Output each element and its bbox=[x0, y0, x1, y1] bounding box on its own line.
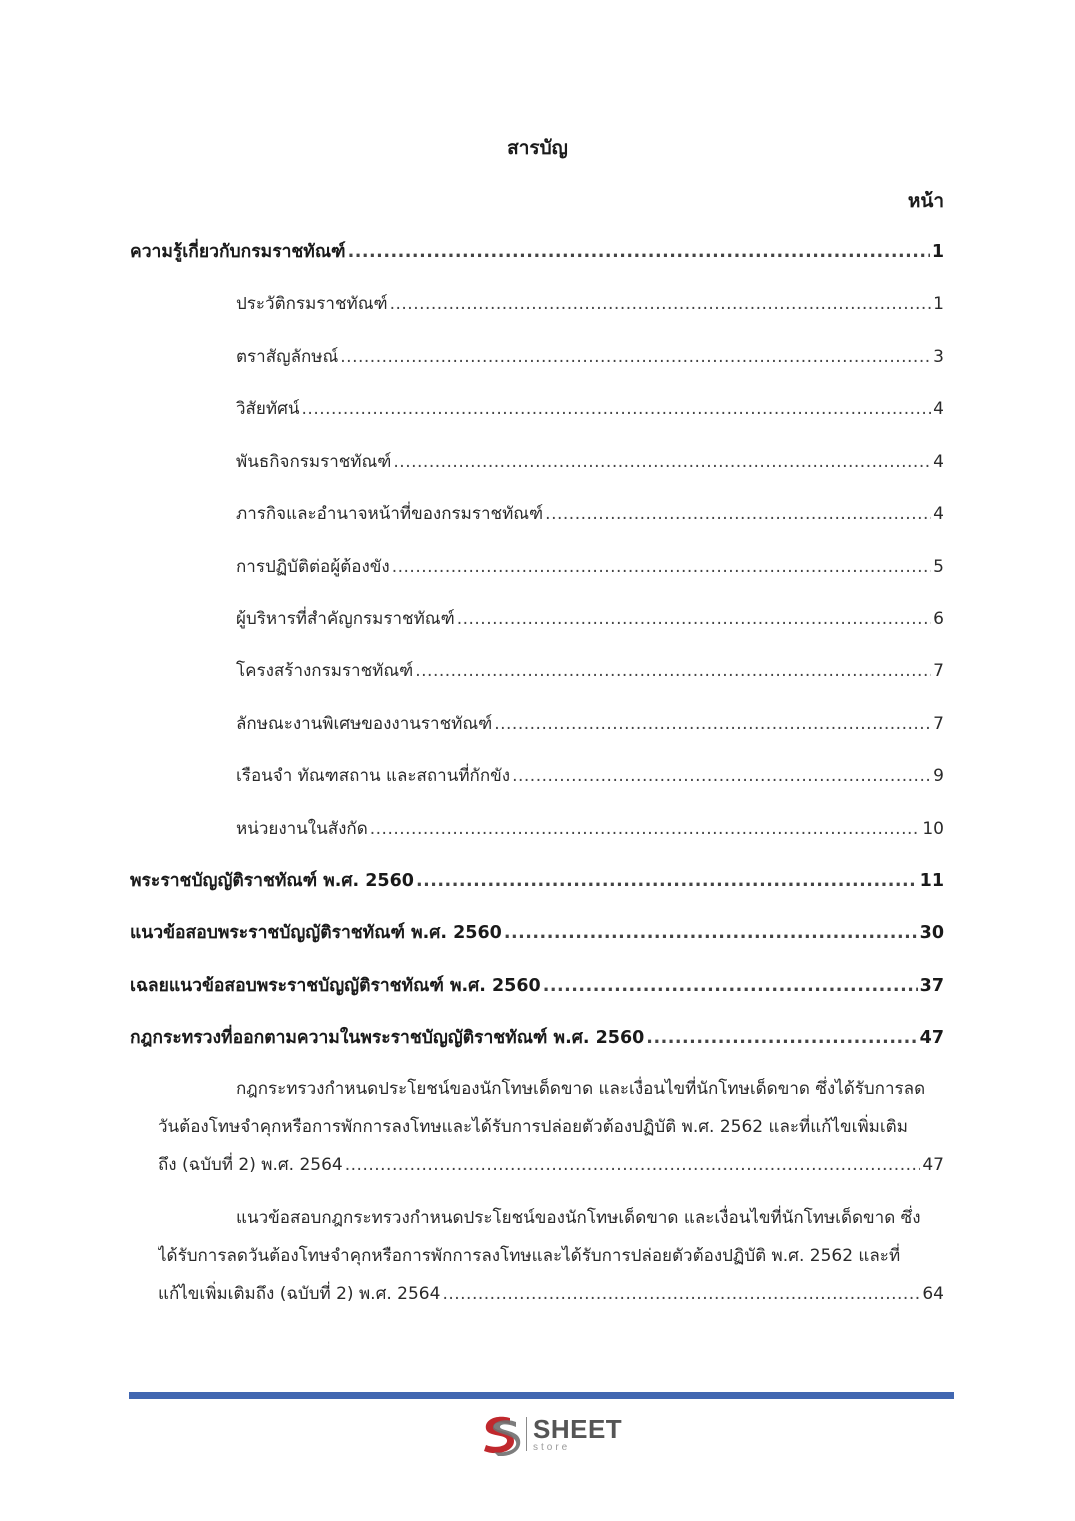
toc-entry-label: ถึง (ฉบับที่ 2) พ.ศ. 2564 bbox=[158, 1155, 343, 1175]
toc-page-number: 11 bbox=[919, 871, 944, 891]
toc-entry-line: แนวข้อสอบกฎกระทรวงกำหนดประโยชน์ของนักโทษเด็ดขาด และเงื่อนไขที่นักโทษเด็ดขาด ซึ่ง bbox=[236, 1208, 921, 1228]
toc-entry[interactable] bbox=[130, 867, 944, 895]
toc-entry[interactable] bbox=[236, 815, 944, 843]
footer-rule bbox=[129, 1392, 954, 1399]
toc-page-number: 9 bbox=[933, 766, 944, 786]
toc-entry-label: ประวัติกรมราชทัณฑ์ bbox=[236, 294, 388, 314]
toc-page-number: 4 bbox=[933, 504, 944, 524]
dot-leader bbox=[494, 710, 931, 738]
dot-leader bbox=[345, 1146, 921, 1184]
logo-divider bbox=[526, 1417, 527, 1451]
toc-entry-line bbox=[158, 1146, 944, 1184]
toc-entry[interactable] bbox=[236, 448, 944, 476]
toc-entry-label: เฉลยแนวข้อสอบพระราชบัญญัติราชทัณฑ์ พ.ศ. 2560 bbox=[130, 976, 541, 996]
toc-page-number: 47 bbox=[919, 1028, 944, 1048]
toc-entry[interactable] bbox=[130, 972, 944, 1000]
logo-wordmark bbox=[533, 1413, 623, 1453]
dot-leader bbox=[442, 1275, 920, 1313]
toc-entry-label: พันธกิจกรมราชทัณฑ์ bbox=[236, 452, 392, 472]
dot-leader bbox=[302, 395, 932, 423]
toc-entry-label: เรือนจำ ทัณฑสถาน และสถานที่กักขัง bbox=[236, 766, 511, 786]
toc-entry-label: วิสัยทัศน์ bbox=[236, 399, 300, 419]
dot-leader bbox=[370, 815, 921, 843]
toc-entry-label: ลักษณะงานพิเศษของงานราชทัณฑ์ bbox=[236, 714, 493, 734]
toc-entry-line: กฎกระทรวงกำหนดประโยชน์ของนักโทษเด็ดขาด และเงื่อนไขที่นักโทษเด็ดขาด ซึ่งได้รับการลด bbox=[236, 1079, 926, 1099]
toc-page-number: 1 bbox=[931, 242, 944, 262]
dot-leader bbox=[512, 762, 931, 790]
toc-entry[interactable] bbox=[236, 762, 944, 790]
dot-leader bbox=[390, 290, 932, 318]
toc-entry[interactable] bbox=[236, 553, 944, 581]
toc-entry-label: พระราชบัญญัติราชทัณฑ์ พ.ศ. 2560 bbox=[130, 871, 414, 891]
toc-entry[interactable] bbox=[236, 710, 944, 738]
toc-entry-label: ผู้บริหารที่สำคัญกรมราชทัณฑ์ bbox=[236, 609, 455, 629]
toc-entry-label: การปฏิบัติต่อผู้ต้องขัง bbox=[236, 557, 390, 577]
logo-word: SHEET bbox=[533, 1413, 623, 1444]
dot-leader bbox=[415, 657, 931, 685]
toc-page-number: 30 bbox=[919, 923, 944, 943]
toc-entry-label: โครงสร้างกรมราชทัณฑ์ bbox=[236, 661, 414, 681]
toc-entry-label: หน่วยงานในสังกัด bbox=[236, 819, 368, 839]
toc-entry-label: แก้ไขเพิ่มเติมถึง (ฉบับที่ 2) พ.ศ. 2564 bbox=[158, 1284, 441, 1304]
toc-entry-multiline[interactable] bbox=[158, 1199, 944, 1313]
dot-leader bbox=[457, 605, 931, 633]
toc-entry[interactable] bbox=[236, 605, 944, 633]
toc-entry-line: วันต้องโทษจำคุกหรือการพักการลงโทษและได้รับการปล่อยตัวต้องปฏิบัติ พ.ศ. 2562 และที่แก้ไขเพิ่มเติม bbox=[158, 1117, 908, 1137]
toc-page-number: 1 bbox=[933, 294, 944, 314]
toc-entry-label: กฎกระทรวงที่ออกตามความในพระราชบัญญัติราชทัณฑ์ พ.ศ. 2560 bbox=[130, 1028, 645, 1048]
toc-page-number: 64 bbox=[922, 1284, 944, 1304]
toc-entry-label: ความรู้เกี่ยวกับกรมราชทัณฑ์ bbox=[130, 242, 346, 262]
dot-leader bbox=[393, 448, 931, 476]
toc-page-number: 7 bbox=[933, 661, 944, 681]
toc-entry[interactable] bbox=[236, 290, 944, 318]
toc-entry[interactable] bbox=[130, 919, 944, 947]
dot-leader bbox=[543, 972, 918, 1000]
toc-entry-multiline[interactable] bbox=[158, 1070, 944, 1184]
dot-leader bbox=[416, 867, 918, 895]
toc-entry[interactable] bbox=[236, 343, 944, 371]
logo-sub: store bbox=[533, 1441, 571, 1453]
dot-leader bbox=[646, 1024, 917, 1052]
toc-entry[interactable] bbox=[236, 657, 944, 685]
toc-page-number: 37 bbox=[919, 976, 944, 996]
toc-entry-label: ภารกิจและอำนาจหน้าที่ของกรมราชทัณฑ์ bbox=[236, 504, 544, 524]
toc-page-number: 10 bbox=[922, 819, 944, 839]
sheet-store-logo-icon bbox=[480, 1412, 522, 1456]
toc-entry[interactable] bbox=[236, 500, 944, 528]
dot-leader bbox=[545, 500, 931, 528]
toc-entry-label: ตราสัญลักษณ์ bbox=[236, 347, 339, 367]
toc-entry-label: แนวข้อสอบพระราชบัญญัติราชทัณฑ์ พ.ศ. 2560 bbox=[130, 923, 502, 943]
toc-page-number: 7 bbox=[933, 714, 944, 734]
toc-entry-line bbox=[158, 1275, 944, 1313]
dot-leader bbox=[340, 343, 931, 371]
dot-leader bbox=[392, 553, 931, 581]
footer-logo bbox=[480, 1412, 622, 1456]
toc-page-number: 4 bbox=[933, 452, 944, 472]
toc-page-number: 3 bbox=[933, 347, 944, 367]
toc-page-number: 5 bbox=[933, 557, 944, 577]
page-number-column-header: หน้า bbox=[907, 190, 944, 212]
toc-page-number: 4 bbox=[933, 399, 944, 419]
toc-page-number: 6 bbox=[933, 609, 944, 629]
toc-entry[interactable] bbox=[236, 395, 944, 423]
toc-page-number: 47 bbox=[922, 1155, 944, 1175]
dot-leader bbox=[348, 238, 930, 266]
toc-entry-line: ได้รับการลดวันต้องโทษจำคุกหรือการพักการลงโทษและได้รับการปล่อยตัวต้องปฏิบัติ พ.ศ. 2562 และที่ bbox=[158, 1246, 901, 1266]
page-title: สารบัญ bbox=[507, 137, 568, 159]
toc-entry[interactable] bbox=[130, 238, 944, 266]
toc-entry[interactable] bbox=[130, 1024, 944, 1052]
dot-leader bbox=[504, 919, 918, 947]
